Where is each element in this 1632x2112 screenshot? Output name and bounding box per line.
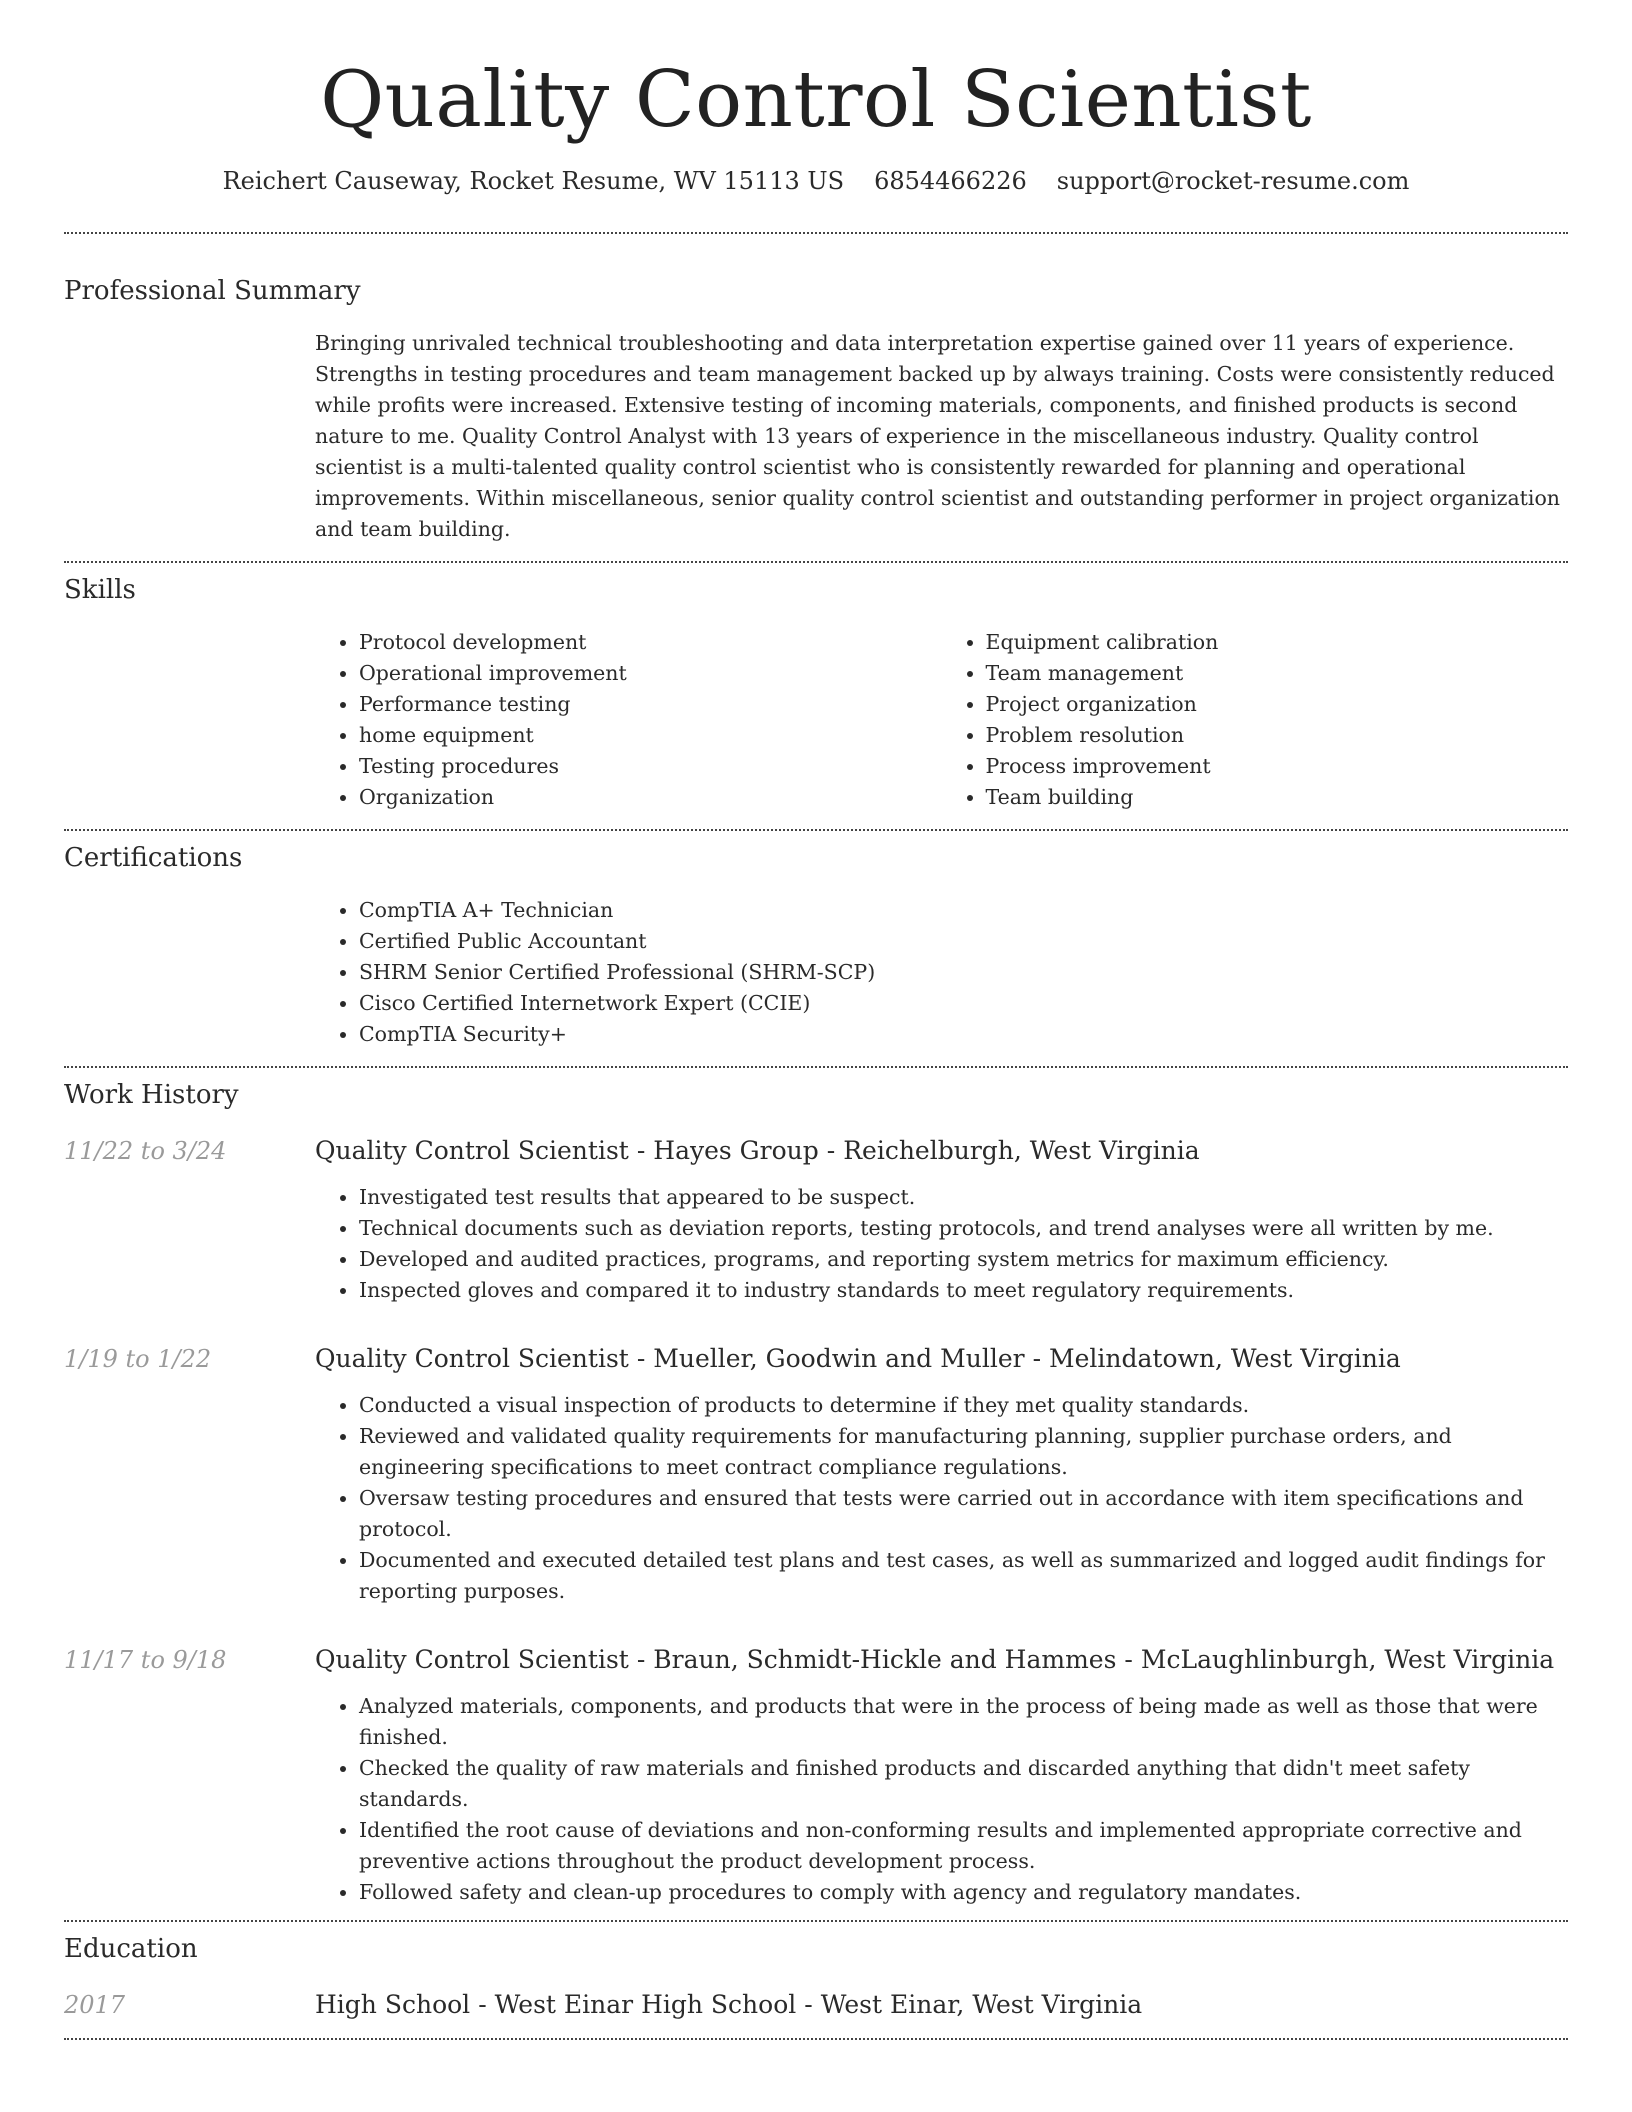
skill-item: • Testing procedures <box>359 751 942 782</box>
section-title-skills: Skills <box>64 575 136 605</box>
skill-item: • Process improvement <box>986 751 1569 782</box>
email: support@rocket-resume.com <box>1056 167 1410 195</box>
skill-item: • home equipment <box>359 720 942 751</box>
job-bullet: • Identified the root cause of deviations and non-conforming results and implemented appropriate corrective and preventive actions throughout the product development process. <box>359 1815 1568 1877</box>
job-location: Reichelburgh, West Virginia <box>843 1136 1200 1165</box>
job-location: Melindatown, West Virginia <box>1049 1344 1401 1373</box>
job-bullet: • Conducted a visual inspection of products to determine if they met quality standards. <box>359 1390 1568 1421</box>
divider <box>64 1920 1568 1922</box>
separator: - <box>826 1136 836 1165</box>
section-title-certifications: Certifications <box>64 843 243 873</box>
skill-item: • Operational improvement <box>359 658 942 689</box>
summary-section <box>64 274 1568 545</box>
job-role: Quality Control Scientist <box>315 1136 629 1165</box>
certification-item: • SHRM Senior Certified Professional (SHRM-SCP) <box>359 957 1568 988</box>
job-dates: 11/22 to 3/24 <box>64 1137 227 1165</box>
separator: - <box>1124 1645 1133 1674</box>
job-entry <box>64 1643 1568 1908</box>
education-section <box>64 1932 1568 2022</box>
skill-item: • Problem resolution <box>986 720 1569 751</box>
job-heading <box>315 1643 1568 1677</box>
address: Reichert Causeway, Rocket Resume, WV 15113 US <box>222 167 845 195</box>
certification-item: • CompTIA Security+ <box>359 1019 1568 1050</box>
separator: - <box>636 1136 646 1165</box>
job-bullet: • Documented and executed detailed test plans and test cases, as well as summarized and logged audit findings for reporting purposes. <box>359 1545 1568 1607</box>
job-location: McLaughlinburgh, West Virginia <box>1140 1645 1555 1674</box>
certification-item: • Certified Public Accountant <box>359 926 1568 957</box>
section-title-education: Education <box>64 1934 198 1964</box>
certifications-section <box>64 841 1568 1050</box>
separator: - <box>804 1990 813 2019</box>
job-bullets <box>315 1691 1568 1908</box>
job-entry <box>64 1342 1568 1607</box>
job-bullet: • Investigated test results that appeared to be suspect. <box>359 1182 1568 1213</box>
divider <box>64 232 1568 234</box>
skill-item: • Performance testing <box>359 689 942 720</box>
skill-item: • Equipment calibration <box>986 627 1569 658</box>
work-history-section <box>64 1078 1568 1908</box>
skills-section <box>64 573 1568 813</box>
job-bullets <box>315 1390 1568 1607</box>
divider <box>64 1066 1568 1068</box>
certification-item: • CompTIA A+ Technician <box>359 895 1568 926</box>
education-school: West Einar High School <box>494 1990 797 2019</box>
certification-item: • Cisco Certified Internetwork Expert (CCIE) <box>359 988 1568 1019</box>
separator: - <box>478 1990 487 2019</box>
section-title-work: Work History <box>64 1080 239 1110</box>
job-heading <box>315 1134 1568 1168</box>
job-bullet: • Followed safety and clean-up procedures to comply with agency and regulatory mandates. <box>359 1877 1568 1908</box>
separator: - <box>636 1344 646 1373</box>
certifications-list <box>315 895 1568 1050</box>
job-entry <box>64 1134 1568 1306</box>
divider <box>64 829 1568 831</box>
job-company: Mueller, Goodwin and Muller <box>653 1344 1025 1373</box>
job-company: Braun, Schmidt-Hickle and Hammes <box>653 1645 1117 1674</box>
divider <box>64 2038 1568 2040</box>
skill-item: • Protocol development <box>359 627 942 658</box>
job-bullet: • Checked the quality of raw materials and finished products and discarded anything that didn't meet safety standards. <box>359 1753 1568 1815</box>
separator: - <box>636 1645 646 1674</box>
job-company: Hayes Group <box>653 1136 819 1165</box>
education-degree: High School <box>315 1990 471 2019</box>
job-bullet: • Inspected gloves and compared it to industry standards to meet regulatory requirements. <box>359 1275 1568 1306</box>
summary-text: Bringing unrivaled technical troubleshooting and data interpretation expertise gained over 11 years of experience. Strengths in testing procedures and team management backed up by always training. Costs were consistently reduced while profits were increased. Extensive testing of incoming materials, components, and finished products is second nature to me. Quality Control Analyst with 13 years of experience in the miscellaneous industry. Quality control scientist is a multi-talented quality control scientist who is consistently rewarded for planning and operational improvements. Within miscellaneous, senior quality control scientist and outstanding performer in project organization and team building. <box>315 331 1561 541</box>
education-location: West Einar, West Virginia <box>820 1990 1143 2019</box>
job-dates: 1/19 to 1/22 <box>64 1345 212 1373</box>
job-bullet: • Analyzed materials, components, and products that were in the process of being made as well as those that were finished. <box>359 1691 1568 1753</box>
skills-list-left <box>315 627 942 813</box>
contact-line <box>64 164 1568 198</box>
education-heading <box>315 1988 1568 2022</box>
job-role: Quality Control Scientist <box>315 1645 629 1674</box>
skill-item: • Organization <box>359 782 942 813</box>
job-heading <box>315 1342 1568 1376</box>
candidate-name: Quality Control Scientist <box>320 55 1312 145</box>
education-year: 2017 <box>64 1991 126 2019</box>
divider <box>64 561 1568 563</box>
job-dates: 11/17 to 9/18 <box>64 1646 227 1674</box>
section-title-summary: Professional Summary <box>64 276 361 306</box>
skill-item: • Project organization <box>986 689 1569 720</box>
job-bullet: • Reviewed and validated quality requirements for manufacturing planning, supplier purchase orders, and engineering specifications to meet contract compliance regulations. <box>359 1421 1568 1483</box>
job-bullet: • Developed and audited practices, programs, and reporting system metrics for maximum efficiency. <box>359 1244 1568 1275</box>
skill-item: • Team management <box>986 658 1569 689</box>
skills-list-right <box>942 627 1569 813</box>
job-role: Quality Control Scientist <box>315 1344 629 1373</box>
job-bullet: • Technical documents such as deviation reports, testing protocols, and trend analyses were all written by me. <box>359 1213 1568 1244</box>
job-bullets <box>315 1182 1568 1306</box>
job-bullet: • Oversaw testing procedures and ensured that tests were carried out in accordance with item specifications and protocol. <box>359 1483 1568 1545</box>
skill-item: • Team building <box>986 782 1569 813</box>
phone: 6854466226 <box>874 167 1027 195</box>
separator: - <box>1032 1344 1042 1373</box>
education-entry <box>64 1988 1568 2022</box>
